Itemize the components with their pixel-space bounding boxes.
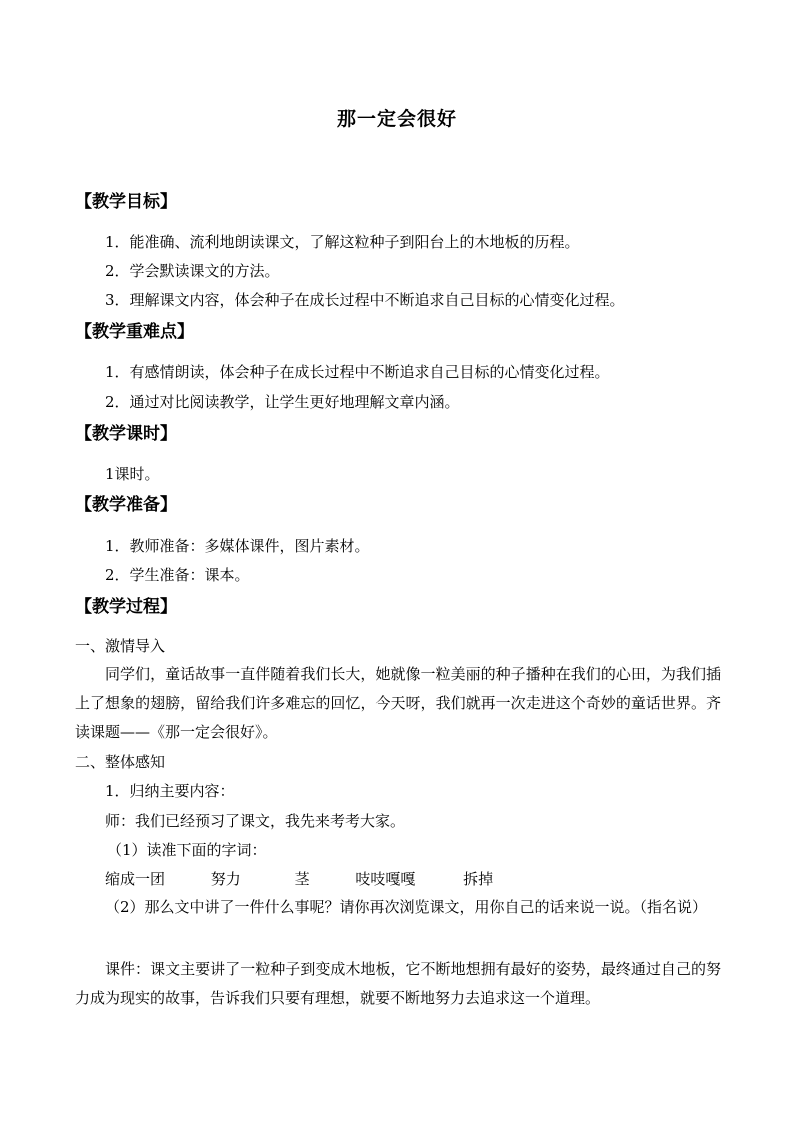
preparation-item: 1．教师准备：多媒体课件，图片素材。 [105, 537, 370, 555]
goal-item: 3．理解课文内容，体会种子在成长过程中不断追求自己目标的心情变化过程。 [105, 291, 625, 309]
vocab-word: 吱吱嘎嘎 [355, 870, 416, 888]
question-2: （2）那么文中讲了一件什么事呢？请你再次浏览课文，用你自己的话来说一说。（指名说） [105, 898, 708, 916]
preparation-item: 2．学生准备：课本。 [105, 566, 250, 584]
vocabulary-words [105, 869, 493, 889]
heading-teaching-hours: 【教学课时】 [75, 424, 177, 444]
courseware-paragraph: 课件：课文主要讲了一粒种子到变成木地板，它不断地想拥有最好的姿势，最终通过自己的努力成为现实的故事，告诉我们只要有理想，就要不断地努力去追求这一个道理。 [75, 960, 721, 1007]
part1-paragraph: 同学们，童话故事一直伴随着我们长大，她就像一粒美丽的种子播种在我们的心田，为我们插上了想象的翅膀，留给我们许多难忘的回忆，今天呀，我们就再一次走进这个奇妙的童话世界。齐读课题——《那一定会很好》。 [75, 665, 721, 741]
teaching-hours-text: 1课时。 [105, 465, 160, 483]
question-1: （1）读准下面的字词： [107, 841, 267, 859]
teacher-line: 师：我们已经预习了课文，我先来考考大家。 [105, 812, 406, 830]
part1-heading: 一、激情导入 [75, 637, 166, 655]
heading-teaching-process: 【教学过程】 [75, 597, 177, 617]
key-point-item: 2．通过对比阅读教学，让学生更好地理解文章内涵。 [105, 393, 460, 411]
heading-key-points: 【教学重难点】 [75, 322, 194, 342]
vocab-word: 努力 [210, 870, 241, 888]
part2-item1: 1．归纳主要内容： [105, 782, 235, 800]
goal-item: 1．能准确、流利地朗读课文，了解这粒种子到阳台上的木地板的历程。 [105, 233, 580, 251]
vocab-word: 茎 [294, 870, 310, 888]
document-title: 那一定会很好 [336, 108, 457, 130]
key-point-item: 1．有感情朗读，体会种子在成长过程中不断追求自己目标的心情变化过程。 [105, 363, 610, 381]
part2-heading: 二、整体感知 [75, 753, 166, 771]
goal-item: 2．学会默读课文的方法。 [105, 262, 280, 280]
heading-preparation: 【教学准备】 [75, 495, 177, 515]
heading-teaching-goals: 【教学目标】 [75, 192, 177, 212]
vocab-word: 缩成一团 [105, 870, 166, 888]
vocab-word: 拆掉 [463, 870, 494, 888]
